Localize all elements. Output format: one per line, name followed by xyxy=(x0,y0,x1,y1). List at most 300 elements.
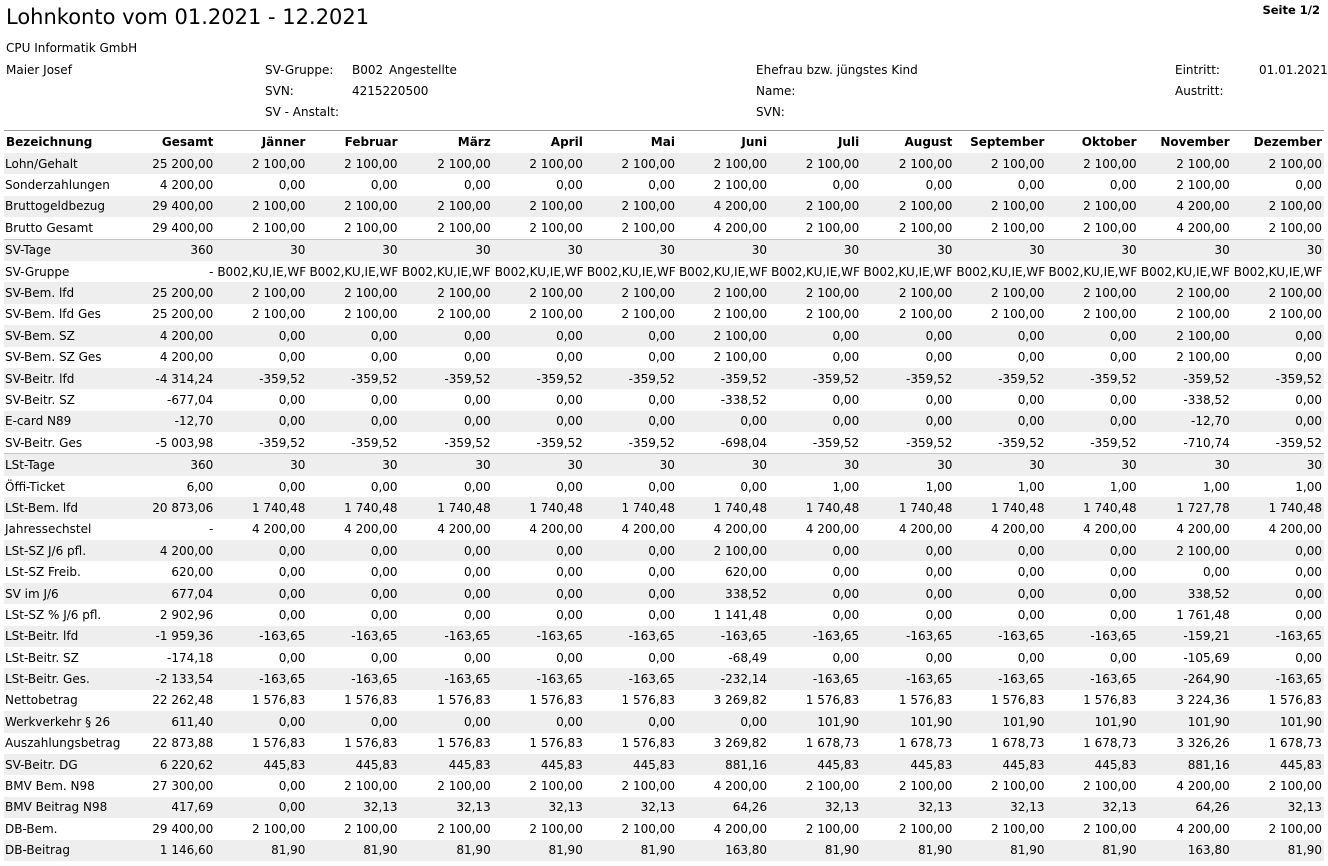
row-label: LSt-SZ Freib. xyxy=(5,565,81,580)
table-cell: 2 100,00 xyxy=(1268,307,1322,322)
table-cell: 64,26 xyxy=(1139,797,1232,818)
table-cell: 0,00 xyxy=(278,479,306,494)
table-cell: 101,90 xyxy=(1232,711,1324,732)
table-cell: 2 100,00 xyxy=(621,821,675,836)
column-header: Bezeichnung xyxy=(4,131,122,154)
table-cell: 0,00 xyxy=(1295,392,1322,407)
table-cell: 1,00 xyxy=(832,479,860,494)
table-cell: 338,52 xyxy=(1139,583,1232,604)
table-cell: 2 100,00 xyxy=(1139,540,1232,561)
table-cell: 677,04 xyxy=(122,583,215,604)
row-label: BMV Bem. N98 xyxy=(5,779,95,794)
row-label: SV-Bem. SZ Ges xyxy=(5,350,102,365)
table-cell: 2 100,00 xyxy=(215,196,307,217)
table-cell: 0,00 xyxy=(1295,350,1322,365)
table-cell: -163,65 xyxy=(954,626,1046,647)
table-row xyxy=(4,797,1324,818)
table-cell: 2 100,00 xyxy=(621,307,675,322)
table-cell: 0,00 xyxy=(1232,583,1324,604)
table-cell: 0,00 xyxy=(278,650,306,665)
table-cell: -359,52 xyxy=(769,368,861,389)
table-cell: 20 873,06 xyxy=(122,497,215,518)
table-row xyxy=(4,840,1324,861)
table-cell: -163,65 xyxy=(585,668,677,689)
table-cell: 0,00 xyxy=(370,350,398,365)
table-cell: 81,90 xyxy=(1046,840,1138,861)
table-cell: 0,00 xyxy=(215,797,307,818)
table-cell: 2 100,00 xyxy=(1232,282,1324,303)
table-cell: 0,00 xyxy=(307,540,399,561)
table-cell: 32,13 xyxy=(769,797,861,818)
table-cell: 0,00 xyxy=(1017,565,1045,580)
table-cell: 0,00 xyxy=(861,411,954,432)
table-cell: 0,00 xyxy=(278,607,306,622)
table-cell: 2 100,00 xyxy=(713,350,768,365)
row-label: LSt-Beitr. SZ xyxy=(5,650,79,665)
table-cell: 1 141,48 xyxy=(713,607,768,622)
table-cell: 101,90 xyxy=(1046,711,1138,732)
table-cell: 0,00 xyxy=(278,350,306,365)
table-cell: 2 100,00 xyxy=(898,779,953,794)
table-cell: 2 100,00 xyxy=(1083,779,1137,794)
table-cell: 2 100,00 xyxy=(1268,220,1322,235)
table-cell: -163,65 xyxy=(769,626,861,647)
table-cell: -359,52 xyxy=(1275,435,1322,450)
table-cell: 2 100,00 xyxy=(1176,178,1230,193)
table-row xyxy=(4,583,1324,604)
table-cell: -338,52 xyxy=(720,392,768,407)
table-cell: 2 100,00 xyxy=(493,196,585,217)
table-cell: 1 576,83 xyxy=(991,693,1045,708)
table-cell: B002,KU,IE,WF xyxy=(401,264,491,279)
table-cell: 0,00 xyxy=(648,650,675,665)
table-cell: -359,52 xyxy=(954,368,1046,389)
table-cell: 0,00 xyxy=(925,565,953,580)
table-cell: 32,13 xyxy=(307,797,399,818)
table-cell: 1 576,83 xyxy=(1268,693,1322,708)
table-cell: 2 100,00 xyxy=(1176,350,1230,365)
table-cell: 4 200,00 xyxy=(122,325,215,346)
table-cell: 2 100,00 xyxy=(529,220,583,235)
table-cell: 0,00 xyxy=(1046,583,1138,604)
column-header: Mai xyxy=(585,131,677,154)
table-cell: 0,00 xyxy=(493,411,585,432)
table-cell: 2 100,00 xyxy=(805,220,860,235)
table-cell: 2 100,00 xyxy=(437,220,491,235)
table-cell: 3 326,26 xyxy=(1176,736,1230,751)
table-cell: 32,13 xyxy=(585,797,677,818)
table-cell: B002,KU,IE,WF xyxy=(309,264,399,279)
table-cell: -264,90 xyxy=(1139,668,1232,689)
sv-group-name: Angestellte xyxy=(389,63,457,77)
table-cell: 2 100,00 xyxy=(954,196,1046,217)
table-cell: 2 100,00 xyxy=(529,821,583,836)
table-cell: 22 262,48 xyxy=(152,693,214,708)
table-cell: 0,00 xyxy=(370,392,398,407)
table-cell: 2 100,00 xyxy=(1139,153,1232,174)
table-row xyxy=(4,389,1324,410)
table-cell: 2 100,00 xyxy=(1083,821,1137,836)
table-cell: 0,00 xyxy=(1232,325,1324,346)
table-cell: 1 761,48 xyxy=(1176,607,1230,622)
table-cell: 2 100,00 xyxy=(400,282,493,303)
table-row xyxy=(4,411,1324,432)
table-cell: 1 740,48 xyxy=(215,497,307,518)
table-cell: 1 576,83 xyxy=(1083,693,1137,708)
table-cell: 101,90 xyxy=(861,711,954,732)
table-cell: 2 100,00 xyxy=(1139,325,1232,346)
table-cell: 2 100,00 xyxy=(805,779,860,794)
table-cell: 0,00 xyxy=(463,479,491,494)
table-cell: 2 100,00 xyxy=(991,821,1045,836)
table-cell: 2 100,00 xyxy=(344,779,398,794)
table-cell: 4 200,00 xyxy=(159,178,214,193)
table-cell: -163,65 xyxy=(954,668,1046,689)
table-row xyxy=(4,733,1324,754)
table-cell: 0,00 xyxy=(400,711,493,732)
table-cell: 2 100,00 xyxy=(215,153,307,174)
table-cell: 4 200,00 xyxy=(713,821,768,836)
table-cell: 2 100,00 xyxy=(1232,196,1324,217)
table-cell: 30 xyxy=(493,454,585,476)
table-row xyxy=(4,239,1324,261)
table-cell: 4 200,00 xyxy=(122,540,215,561)
table-cell: 0,00 xyxy=(925,350,953,365)
table-cell: 445,83 xyxy=(1232,754,1324,775)
table-cell: 1 678,73 xyxy=(805,736,860,751)
table-cell: 2 100,00 xyxy=(344,821,398,836)
table-cell: 0,00 xyxy=(1109,607,1137,622)
table-cell: 0,00 xyxy=(556,650,583,665)
table-cell: 2 100,00 xyxy=(344,220,398,235)
table-cell: 2 100,00 xyxy=(677,153,769,174)
table-cell: 0,00 xyxy=(585,325,677,346)
column-header: Oktober xyxy=(1046,131,1138,154)
table-cell: 0,00 xyxy=(463,350,491,365)
table-row xyxy=(4,217,1324,239)
table-cell: 0,00 xyxy=(215,583,307,604)
table-cell: 4 200,00 xyxy=(1268,522,1322,537)
row-label: SV-Beitr. SZ xyxy=(5,392,75,407)
table-cell: -359,52 xyxy=(1232,368,1324,389)
table-cell: 620,00 xyxy=(171,565,214,580)
table-cell: 2 100,00 xyxy=(861,196,954,217)
column-header: Juni xyxy=(677,131,769,154)
table-cell: -5 003,98 xyxy=(155,435,214,450)
table-cell: 81,90 xyxy=(400,840,493,861)
table-cell: 30 xyxy=(1232,454,1324,476)
table-cell: 611,40 xyxy=(122,711,215,732)
table-cell: 1 678,73 xyxy=(1083,736,1137,751)
table-cell: 30 xyxy=(493,239,585,261)
table-cell: 25 200,00 xyxy=(122,153,215,174)
table-cell: 445,83 xyxy=(1046,754,1138,775)
table-cell: 4 200,00 xyxy=(991,522,1045,537)
table-cell: 81,90 xyxy=(493,840,585,861)
table-cell: 2 100,00 xyxy=(252,821,306,836)
table-cell: 3 269,82 xyxy=(713,693,768,708)
table-cell: 338,52 xyxy=(677,583,769,604)
table-cell: 2 100,00 xyxy=(621,779,675,794)
table-cell: 0,00 xyxy=(493,540,585,561)
table-cell: 2 100,00 xyxy=(1046,196,1138,217)
table-cell: 30 xyxy=(1139,454,1232,476)
table-cell: 30 xyxy=(215,239,307,261)
table-cell: 0,00 xyxy=(1295,565,1322,580)
table-cell: 30 xyxy=(585,239,677,261)
table-cell: 0,00 xyxy=(370,479,398,494)
table-cell: -359,52 xyxy=(998,435,1045,450)
table-cell: 22 873,88 xyxy=(152,736,214,751)
table-cell: 32,13 xyxy=(493,797,585,818)
table-cell: 0,00 xyxy=(400,540,493,561)
table-cell: 4 200,00 xyxy=(1083,522,1137,537)
table-cell: 0,00 xyxy=(1109,392,1137,407)
table-cell: 0,00 xyxy=(307,711,399,732)
table-cell: 30 xyxy=(677,454,769,476)
table-cell: 2 100,00 xyxy=(677,282,769,303)
row-label: SV-Bem. lfd xyxy=(4,282,122,303)
table-cell: B002,KU,IE,WF xyxy=(863,264,953,279)
table-cell: 29 400,00 xyxy=(152,821,214,836)
table-cell: B002,KU,IE,WF xyxy=(1048,264,1138,279)
table-cell: 4 200,00 xyxy=(1176,220,1230,235)
table-cell: 30 xyxy=(307,239,399,261)
table-row xyxy=(4,647,1324,668)
table-cell: 1 576,83 xyxy=(344,736,398,751)
table-cell: 2 100,00 xyxy=(1176,307,1230,322)
table-cell: -163,65 xyxy=(861,668,954,689)
company-name: CPU Informatik GmbH xyxy=(6,41,138,55)
table-cell: 445,83 xyxy=(215,754,307,775)
table-cell: 2 100,00 xyxy=(769,282,861,303)
table-cell: 0,00 xyxy=(463,392,491,407)
table-cell: -163,65 xyxy=(307,668,399,689)
table-cell: 2 100,00 xyxy=(898,220,953,235)
table-cell: 27 300,00 xyxy=(152,779,214,794)
table-cell: 0,00 xyxy=(832,650,860,665)
table-cell: -359,52 xyxy=(861,368,954,389)
table-cell: -710,74 xyxy=(1183,435,1230,450)
table-cell: -159,21 xyxy=(1139,626,1232,647)
table-cell: 0,00 xyxy=(925,178,953,193)
table-cell: 1 576,83 xyxy=(437,693,491,708)
table-cell: 4 200,00 xyxy=(344,522,398,537)
table-cell: B002,KU,IE,WF xyxy=(494,264,584,279)
table-cell: B002,KU,IE,WF xyxy=(678,264,768,279)
table-cell: 0,00 xyxy=(585,711,677,732)
row-label: LSt-SZ J/6 pfl. xyxy=(4,540,122,561)
table-cell: 30 xyxy=(769,239,861,261)
table-cell: 0,00 xyxy=(556,565,583,580)
table-row xyxy=(4,561,1324,582)
table-cell: 163,80 xyxy=(1139,840,1232,861)
column-header: August xyxy=(861,131,954,154)
table-cell: -163,65 xyxy=(1232,668,1324,689)
table-cell: 1 678,73 xyxy=(1268,736,1322,751)
table-cell: 6,00 xyxy=(186,479,214,494)
table-cell: 0,00 xyxy=(740,479,768,494)
table-cell: -359,52 xyxy=(536,435,583,450)
table-cell: 0,00 xyxy=(832,178,860,193)
entry-date: 01.01.2021 xyxy=(1259,63,1328,77)
table-cell: 81,90 xyxy=(1232,840,1324,861)
table-cell: 4 200,00 xyxy=(713,220,768,235)
table-cell: 0,00 xyxy=(585,583,677,604)
table-cell: 81,90 xyxy=(954,840,1046,861)
table-cell: 0,00 xyxy=(370,178,398,193)
table-row xyxy=(4,432,1324,454)
table-cell: 0,00 xyxy=(556,479,583,494)
table-row xyxy=(4,368,1324,389)
table-cell: -163,65 xyxy=(400,668,493,689)
column-header: Februar xyxy=(307,131,399,154)
table-cell: 4 200,00 xyxy=(159,350,214,365)
sv-institution-label: SV - Anstalt: xyxy=(265,105,339,119)
table-cell: 2 100,00 xyxy=(344,307,398,322)
table-cell: 0,00 xyxy=(463,178,491,193)
table-cell: -105,69 xyxy=(1183,650,1230,665)
table-cell: 0,00 xyxy=(1295,178,1322,193)
table-row xyxy=(4,775,1324,796)
table-cell: 0,00 xyxy=(556,350,583,365)
table-cell: 1 576,83 xyxy=(252,693,306,708)
table-cell: 32,13 xyxy=(861,797,954,818)
table-cell: 0,00 xyxy=(1109,178,1137,193)
table-cell: 1 740,48 xyxy=(493,497,585,518)
row-label: Werkverkehr § 26 xyxy=(4,711,122,732)
table-cell: 2 100,00 xyxy=(1083,307,1137,322)
column-header: Gesamt xyxy=(122,131,215,154)
table-cell: -359,52 xyxy=(677,368,769,389)
table-cell: 881,16 xyxy=(677,754,769,775)
row-label: Sonderzahlungen xyxy=(5,178,110,193)
table-cell: 1 740,48 xyxy=(1232,497,1324,518)
table-cell: 881,16 xyxy=(1139,754,1232,775)
table-cell: 2 100,00 xyxy=(713,307,768,322)
table-cell: 0,00 xyxy=(648,607,675,622)
table-cell: 2 100,00 xyxy=(585,153,677,174)
table-cell: 445,83 xyxy=(400,754,493,775)
row-label: Öffi-Ticket xyxy=(5,479,65,494)
table-cell: -68,49 xyxy=(728,650,768,665)
table-row xyxy=(4,153,1324,174)
table-cell: 25 200,00 xyxy=(122,282,215,303)
row-label: SV-Beitr. lfd xyxy=(4,368,122,389)
table-row xyxy=(4,711,1324,732)
table-cell: 0,00 xyxy=(585,411,677,432)
table-cell: -359,52 xyxy=(628,435,675,450)
row-label: DB-Bem. xyxy=(5,821,58,836)
table-cell: 0,00 xyxy=(769,583,861,604)
row-label: SV-Gruppe xyxy=(5,264,70,279)
table-cell: 2 100,00 xyxy=(954,282,1046,303)
table-cell: 4 200,00 xyxy=(713,779,768,794)
table-cell: -174,18 xyxy=(166,650,214,665)
table-row xyxy=(4,261,1324,282)
column-header: März xyxy=(400,131,493,154)
table-cell: -359,52 xyxy=(812,435,860,450)
table-cell: 2 100,00 xyxy=(677,540,769,561)
table-cell: B002,KU,IE,WF xyxy=(771,264,860,279)
table-cell: -677,04 xyxy=(166,392,214,407)
table-cell: -163,65 xyxy=(769,668,861,689)
row-label: Lohn/Gehalt xyxy=(4,153,122,174)
table-cell: -338,52 xyxy=(1183,392,1230,407)
table-cell: 445,83 xyxy=(307,754,399,775)
table-cell: 30 xyxy=(677,239,769,261)
table-cell: 0,00 xyxy=(1046,411,1138,432)
table-cell: 2 100,00 xyxy=(1268,779,1322,794)
table-cell: -12,70 xyxy=(122,411,215,432)
table-cell: 2 902,96 xyxy=(159,607,214,622)
table-cell: 2 100,00 xyxy=(1139,282,1232,303)
table-cell: 0,00 xyxy=(954,325,1046,346)
table-cell: 0,00 xyxy=(400,583,493,604)
table-cell: -163,65 xyxy=(585,626,677,647)
table-cell: 4 200,00 xyxy=(805,522,860,537)
table-row xyxy=(4,304,1324,325)
table-cell: 2 100,00 xyxy=(493,282,585,303)
table-cell: 30 xyxy=(307,454,399,476)
table-cell: 4 200,00 xyxy=(1139,196,1232,217)
table-cell: 417,69 xyxy=(122,797,215,818)
row-label: Nettobetrag xyxy=(5,693,78,708)
table-cell: 30 xyxy=(861,454,954,476)
table-cell: 30 xyxy=(215,454,307,476)
table-cell: 1 576,83 xyxy=(898,693,953,708)
table-cell: 2 100,00 xyxy=(991,220,1045,235)
column-header: Dezember xyxy=(1232,131,1324,154)
table-cell: 101,90 xyxy=(769,711,861,732)
table-cell: -163,65 xyxy=(861,626,954,647)
table-cell: 1 740,48 xyxy=(861,497,954,518)
entry-label: Eintritt: xyxy=(1175,63,1220,77)
table-cell: 2 100,00 xyxy=(898,821,953,836)
table-cell: 30 xyxy=(1046,239,1138,261)
table-cell: 0,00 xyxy=(1046,325,1138,346)
table-cell: 0,00 xyxy=(832,607,860,622)
table-cell: B002,KU,IE,WF xyxy=(586,264,676,279)
table-cell: 0,00 xyxy=(493,325,585,346)
row-label: BMV Beitrag N98 xyxy=(4,797,122,818)
table-cell: 2 100,00 xyxy=(861,153,954,174)
row-label: SV-Beitr. Ges xyxy=(5,435,83,450)
table-cell: 30 xyxy=(1046,454,1138,476)
table-cell: 0,00 xyxy=(215,411,307,432)
table-cell: -163,65 xyxy=(400,626,493,647)
table-cell: 2 100,00 xyxy=(307,282,399,303)
table-cell: 0,00 xyxy=(585,540,677,561)
table-cell: 4 200,00 xyxy=(529,522,583,537)
table-cell: 0,00 xyxy=(648,565,675,580)
table-cell: B002,KU,IE,WF xyxy=(217,264,307,279)
payroll-table xyxy=(4,130,1324,861)
table-cell: -163,65 xyxy=(1046,626,1138,647)
table-row xyxy=(4,668,1324,689)
table-cell: 1 678,73 xyxy=(898,736,953,751)
table-cell: 1 727,78 xyxy=(1139,497,1232,518)
table-cell: -359,52 xyxy=(444,435,491,450)
table-cell: 0,00 xyxy=(677,411,769,432)
row-label: Auszahlungsbetrag xyxy=(5,736,121,751)
page-number: Seite 1/2 xyxy=(1262,3,1320,17)
table-cell: 0,00 xyxy=(556,178,583,193)
table-cell: 0,00 xyxy=(307,411,399,432)
row-label: SV-Tage xyxy=(4,239,122,261)
table-cell: 0,00 xyxy=(370,650,398,665)
table-cell: 1 740,48 xyxy=(1046,497,1138,518)
